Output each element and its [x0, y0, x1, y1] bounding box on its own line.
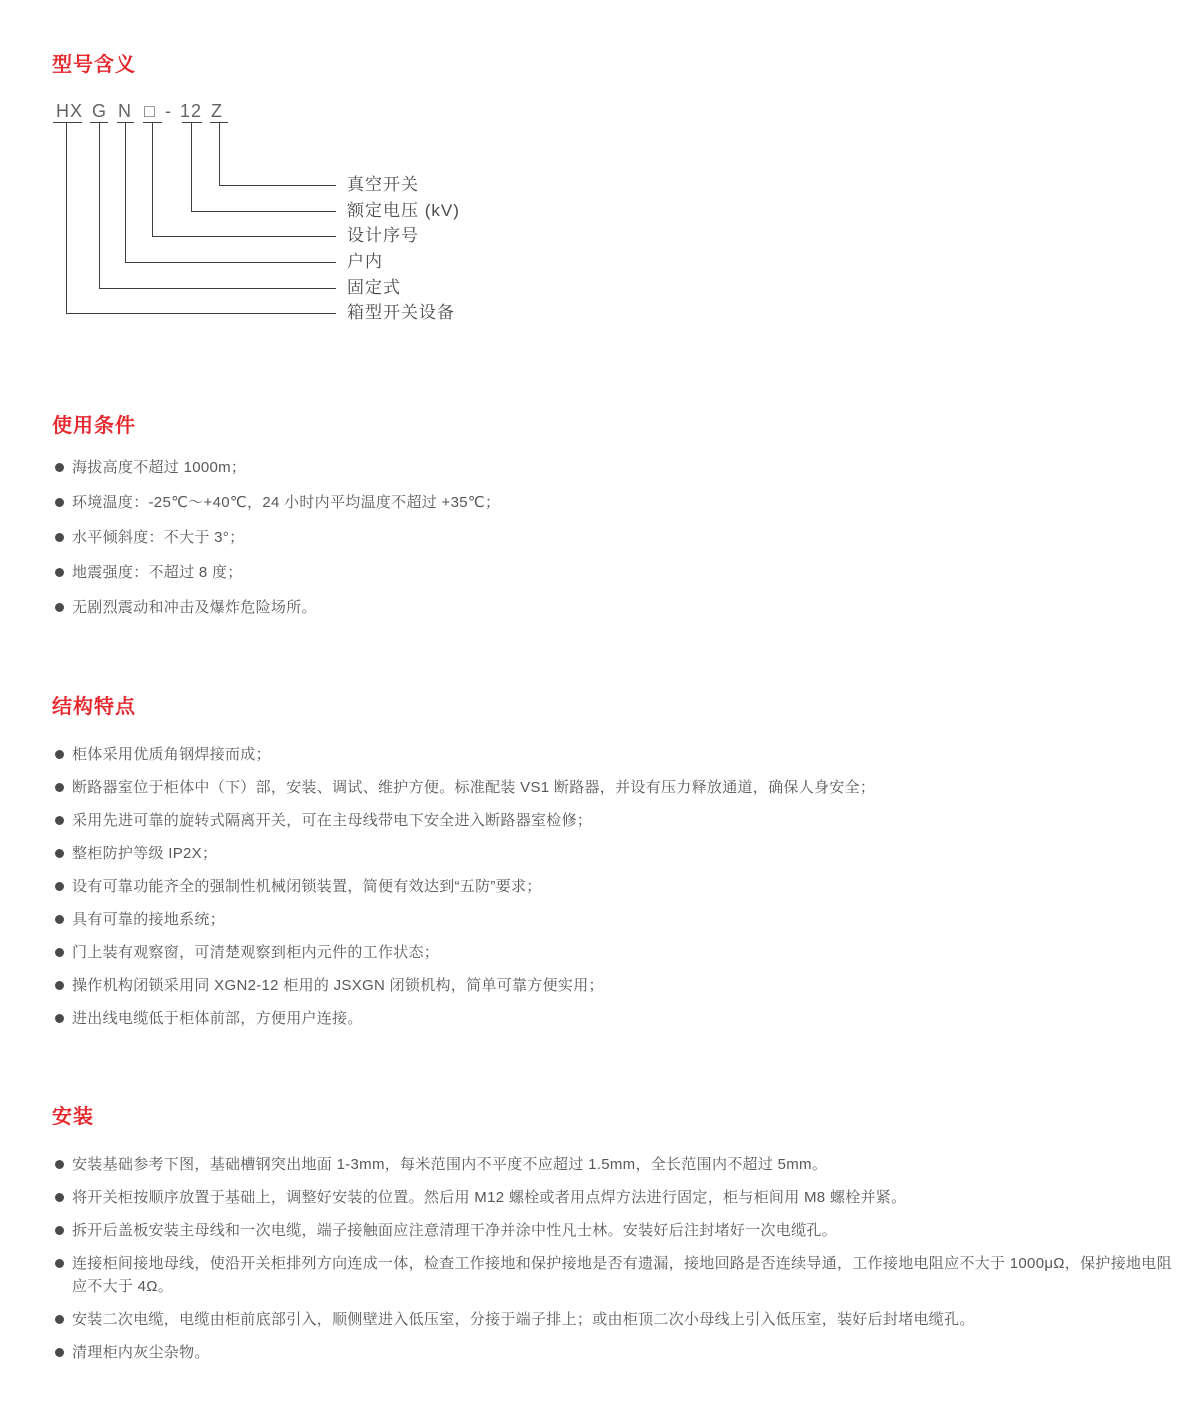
- bullet-icon: [55, 1315, 64, 1324]
- model-connector-hline: [66, 313, 336, 314]
- list-item: [55, 456, 1185, 479]
- list-item: [55, 974, 1185, 997]
- section-title-structure: 结构特点: [52, 696, 136, 718]
- model-connector-vline: [66, 123, 67, 313]
- list-item: [55, 491, 1185, 514]
- list-item: [55, 842, 1185, 865]
- list-item-text: 水平倾斜度：不大于 3°；: [72, 529, 245, 546]
- usage-conditions-list: [55, 456, 1185, 619]
- list-item-text: 断路器室位于柜体中（下）部，安装、调试、维护方便。标准配装 VS1 断路器，并设有压力释放通道，确保人身安全；: [72, 779, 876, 796]
- model-designation-diagram: [0, 100, 1200, 335]
- list-item: [55, 743, 1185, 766]
- list-item: [55, 875, 1185, 898]
- model-connector-vline: [152, 123, 153, 236]
- list-item: [55, 1341, 1185, 1364]
- bullet-icon: [55, 533, 64, 542]
- bullet-icon: [55, 750, 64, 759]
- model-connector-hline: [152, 236, 336, 237]
- bullet-icon: [55, 1014, 64, 1023]
- list-item: [55, 596, 1185, 619]
- list-item-text: 采用先进可靠的旋转式隔离开关，可在主母线带电下安全进入断路器室检修；: [72, 812, 593, 829]
- section-title-model: 型号含义: [52, 54, 136, 76]
- bullet-icon: [55, 1226, 64, 1235]
- model-connector-vline: [191, 123, 192, 211]
- bullet-icon: [55, 849, 64, 858]
- bullet-icon: [55, 1259, 64, 1268]
- model-part-label: 设计序号: [347, 226, 419, 245]
- installation-section: [0, 1105, 1200, 1364]
- bullet-icon: [55, 1193, 64, 1202]
- bullet-icon: [55, 1160, 64, 1169]
- section-title-usage: 使用条件: [52, 415, 136, 437]
- list-item: [55, 941, 1185, 964]
- model-connector-vline: [99, 123, 100, 288]
- model-code: 12: [180, 101, 203, 121]
- model-part-label: 固定式: [347, 278, 401, 297]
- bullet-icon: [55, 1348, 64, 1357]
- list-item-text: 操作机构闭锁采用同 XGN2-12 柜用的 JSXGN 闭锁机构，简单可靠方便实用；: [72, 977, 604, 994]
- list-item: [55, 1153, 1185, 1176]
- model-code-separator: -: [165, 101, 172, 121]
- bullet-icon: [55, 816, 64, 825]
- structure-features-section: [0, 695, 1200, 1030]
- list-item: [55, 776, 1185, 799]
- bullet-icon: [55, 948, 64, 957]
- model-part-label: 箱型开关设备: [347, 303, 455, 322]
- model-code: HX: [56, 101, 84, 121]
- bullet-icon: [55, 882, 64, 891]
- list-item-text: 海拔高度不超过 1000m；: [72, 459, 247, 476]
- model-connector-hline: [125, 262, 336, 263]
- list-item-text: 安装基础参考下图，基础槽钢突出地面 1-3mm，每米范围内不平度不应超过 1.5mm，全长范围内不超过 5mm。: [72, 1156, 828, 1173]
- model-code: Z: [211, 101, 223, 121]
- bullet-icon: [55, 783, 64, 792]
- bullet-icon: [55, 981, 64, 990]
- model-part-label: 户内: [347, 252, 383, 271]
- model-part-label: 真空开关: [347, 175, 419, 194]
- model-connector-hline: [99, 288, 336, 289]
- list-item-text: 将开关柜按顺序放置于基础上，调整好安装的位置。然后用 M12 螺栓或者用点焊方法进行固定，柜与柜间用 M8 螺栓并紧。: [72, 1189, 907, 1206]
- list-item-text: 进出线电缆低于柜体前部，方便用户连接。: [72, 1010, 363, 1027]
- model-meaning-section: [0, 0, 1200, 335]
- usage-conditions-section: [0, 414, 1200, 619]
- list-item-text: 安装二次电缆，电缆由柜前底部引入，顺侧壁进入低压室，分接于端子排上；或由柜顶二次小母线上引入低压室，装好后封堵电缆孔。: [72, 1311, 975, 1328]
- list-item-text: 设有可靠功能齐全的强制性机械闭锁装置，简便有效达到“五防”要求；: [72, 878, 542, 895]
- list-item: [55, 809, 1185, 832]
- list-item-text: 柜体采用优质角钢焊接而成；: [72, 746, 271, 763]
- list-item-text: 无剧烈震动和冲击及爆炸危险场所。: [72, 599, 317, 616]
- list-item-text: 门上装有观察窗，可清楚观察到柜内元件的工作状态；: [72, 944, 440, 961]
- model-part-label: 额定电压 (kV): [347, 201, 460, 220]
- bullet-icon: [55, 463, 64, 472]
- list-item-text: 连接柜间接地母线，使沿开关柜排列方向连成一体，检查工作接地和保护接地是否有遗漏，接地回路是否连续导通，工作接地电阻应不大于 1000μΩ，保护接地电阻应不大于 4Ω。: [72, 1255, 1172, 1295]
- list-item: [55, 1186, 1185, 1209]
- bullet-icon: [55, 498, 64, 507]
- list-item-text: 整柜防护等级 IP2X；: [72, 845, 218, 862]
- bullet-icon: [55, 603, 64, 612]
- model-connector-hline: [191, 211, 336, 212]
- list-item: [55, 1252, 1185, 1298]
- structure-features-list: [55, 743, 1185, 1030]
- list-item: [55, 561, 1185, 584]
- model-connector-vline: [125, 123, 126, 262]
- list-item: [55, 1219, 1185, 1242]
- model-code: G: [92, 101, 108, 121]
- list-item: [55, 526, 1185, 549]
- list-item-text: 拆开后盖板安装主母线和一次电缆，端子接触面应注意清理干净并涂中性凡士林。安装好后注封堵好一次电缆孔。: [72, 1222, 838, 1239]
- list-item: [55, 908, 1185, 931]
- list-item-text: 地震强度：不超过 8 度；: [72, 564, 243, 581]
- list-item: [55, 1007, 1185, 1030]
- list-item-text: 具有可靠的接地系统；: [72, 911, 226, 928]
- model-connector-cap: [53, 122, 82, 123]
- model-connector-cap: [182, 122, 202, 123]
- list-item-text: 环境温度：-25℃～+40℃，24 小时内平均温度不超过 +35℃；: [72, 494, 501, 511]
- section-title-install: 安装: [52, 1106, 94, 1128]
- list-item-text: 清理柜内灰尘杂物。: [72, 1344, 210, 1361]
- model-connector-vline: [219, 123, 220, 185]
- list-item: [55, 1308, 1185, 1331]
- installation-list: [55, 1153, 1185, 1364]
- bullet-icon: [55, 568, 64, 577]
- bullet-icon: [55, 915, 64, 924]
- model-code: N: [118, 101, 132, 121]
- model-code: □: [144, 101, 156, 121]
- model-connector-hline: [219, 185, 336, 186]
